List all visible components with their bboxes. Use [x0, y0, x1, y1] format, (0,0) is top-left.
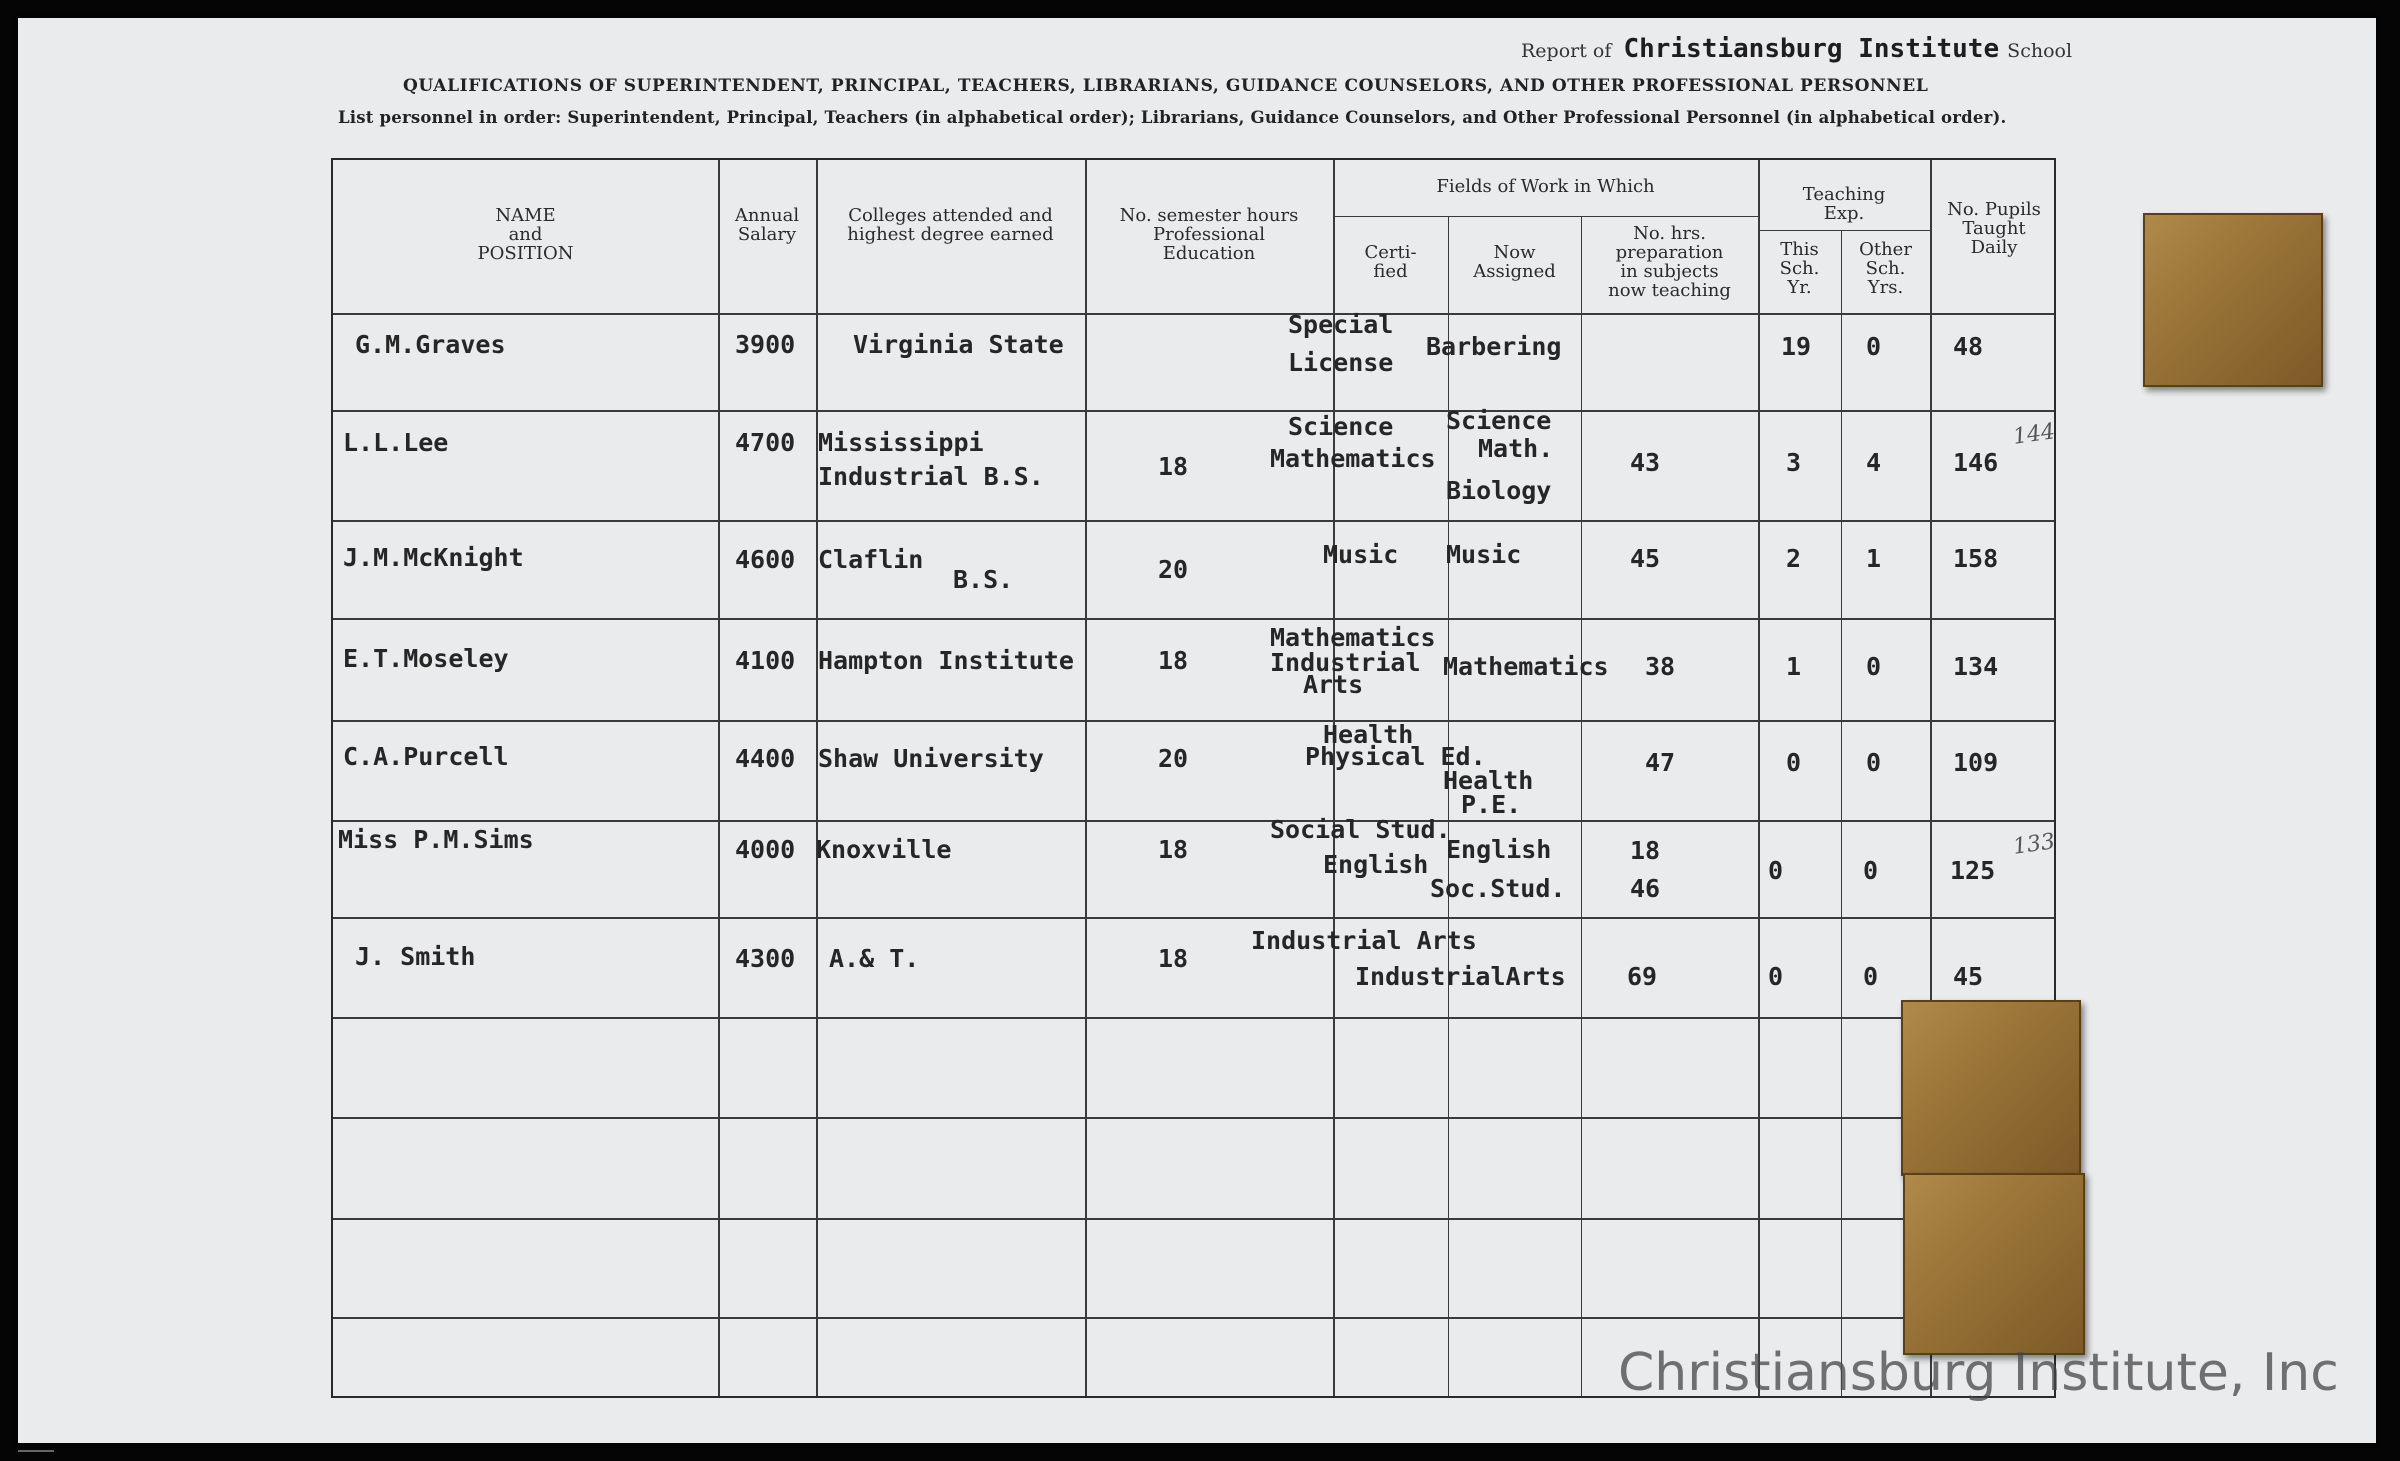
row-hours: 20: [1158, 744, 1189, 773]
row-pupils: 158: [1953, 544, 1999, 573]
row-college: Shaw University: [818, 744, 1044, 773]
row-certified: Mathematics: [1270, 623, 1436, 652]
row-certified: Social Stud.: [1270, 815, 1451, 844]
header-fields-group: Fields of Work in Which: [1436, 176, 1655, 197]
row-this-year: 3: [1786, 448, 1802, 477]
header-line: Assigned: [1473, 261, 1556, 282]
header-pupils: [1930, 200, 2058, 257]
row-other-years: 0: [1866, 748, 1882, 777]
row-certified: Mathematics: [1270, 444, 1436, 473]
paperweight: [2143, 213, 2323, 387]
row-certified: Science: [1288, 412, 1394, 441]
row-divider: [333, 520, 2054, 522]
row-certified: English: [1323, 850, 1429, 879]
row-pupils: 45: [1953, 962, 1984, 991]
row-college-line2: Industrial B.S.: [818, 462, 1044, 491]
row-divider: [333, 917, 2054, 919]
header-line: now teaching: [1608, 280, 1731, 301]
row-hours: 18: [1158, 835, 1189, 864]
row-certified: Industrial: [1270, 648, 1421, 677]
row-assigned: Soc.Stud.: [1430, 874, 1566, 903]
row-prep: 18: [1630, 836, 1661, 865]
row-college: A.& T.: [829, 944, 920, 973]
row-divider: [333, 618, 2054, 620]
row-this-year: 0: [1768, 962, 1784, 991]
col-divider: [816, 160, 818, 1396]
row-pupils: 134: [1953, 652, 1999, 681]
row-pupils: 146: [1953, 448, 1999, 477]
header-line: Annual: [734, 205, 800, 226]
handwritten-note: 144: [2011, 419, 2057, 450]
row-divider: [333, 720, 2054, 722]
header-name: [333, 206, 718, 263]
row-hours: 18: [1158, 646, 1189, 675]
row-college: Hampton Institute: [818, 646, 1074, 675]
row-prep: 45: [1630, 544, 1661, 573]
header-line: highest degree earned: [847, 224, 1054, 245]
row-divider: [333, 1017, 2054, 1019]
row-certified: License: [1288, 348, 1394, 377]
row-college-line2: B.S.: [953, 565, 1014, 594]
row-prep: 47: [1645, 748, 1676, 777]
row-this-year: 2: [1786, 544, 1802, 573]
header-line: Sch.: [1865, 258, 1906, 279]
school-word: School: [2007, 40, 2073, 62]
row-salary: 4600: [735, 545, 796, 574]
header-line: No. Pupils: [1947, 199, 2041, 220]
row-college: Knoxville: [816, 835, 952, 864]
form-title: QUALIFICATIONS OF SUPERINTENDENT, PRINCIPAL, TEACHERS, LIBRARIANS, GUIDANCE COUNSELORS, AND OTHER PROFESSIONAL PERSONNEL: [403, 76, 1929, 96]
header-line: No. semester hours: [1119, 205, 1299, 226]
header-line: Yrs.: [1867, 277, 1904, 298]
header-line: Exp.: [1823, 203, 1865, 224]
row-assigned: Barbering: [1426, 332, 1562, 361]
row-salary: 4000: [735, 835, 796, 864]
row-this-year: 0: [1768, 856, 1784, 885]
row-salary: 4400: [735, 744, 796, 773]
header-divider: [1760, 230, 1930, 231]
row-hours: 18: [1158, 944, 1189, 973]
header-line: Professional: [1152, 224, 1266, 245]
header-line: Other: [1859, 239, 1912, 260]
row-college: Mississippi: [818, 428, 984, 457]
row-name: J.M.McKnight: [343, 543, 524, 572]
row-name: L.L.Lee: [343, 428, 449, 457]
header-line: Yr.: [1787, 277, 1812, 298]
header-line: Certi-: [1364, 242, 1417, 263]
header-line: Salary: [737, 224, 797, 245]
header-prep: [1581, 224, 1758, 300]
row-divider: [333, 313, 2054, 315]
header-line: preparation: [1615, 242, 1724, 263]
row-college: Claflin: [818, 545, 924, 574]
row-other-years: 0: [1866, 652, 1882, 681]
row-assigned: Health: [1443, 766, 1534, 795]
col-divider: [718, 160, 720, 1396]
row-other-years: 1: [1866, 544, 1882, 573]
school-name: Christiansburg Institute: [1623, 34, 2000, 64]
paperweight: [1901, 1000, 2081, 1176]
row-other-years: 0: [1863, 856, 1879, 885]
row-prep: 43: [1630, 448, 1661, 477]
row-prep: 46: [1630, 874, 1661, 903]
row-this-year: 0: [1786, 748, 1802, 777]
row-assigned: IndustrialArts: [1355, 962, 1566, 991]
header-divider: [1335, 216, 1758, 217]
row-assigned: Math.: [1478, 434, 1554, 463]
header-teaching-exp: [1758, 185, 1930, 223]
header-line: No. hrs.: [1633, 223, 1706, 244]
header-line: Education: [1162, 243, 1256, 264]
row-pupils: 48: [1953, 332, 1984, 361]
row-salary: 4700: [735, 428, 796, 457]
report-of-line: [1521, 34, 2072, 64]
header-assigned: [1448, 243, 1581, 281]
header-line: Colleges attended and: [848, 205, 1053, 226]
row-other-years: 4: [1866, 448, 1882, 477]
header-line: Daily: [1970, 237, 2018, 258]
report-label: Report of: [1521, 40, 1612, 62]
watermark: Christiansburg Institute, Inc: [1618, 1343, 2339, 1403]
row-divider: [333, 1218, 2054, 1220]
paperweight: [1903, 1173, 2085, 1355]
header-line: POSITION: [477, 243, 574, 264]
header-other-years: [1841, 240, 1930, 297]
header-certified: [1333, 243, 1448, 281]
document-page: [18, 18, 2376, 1443]
col-divider: [1758, 160, 1760, 1396]
handwritten-note: 133: [2011, 829, 2057, 860]
col-divider: [1085, 160, 1087, 1396]
row-name: E.T.Moseley: [343, 644, 509, 673]
row-divider: [333, 820, 2054, 822]
header-line: Sch.: [1779, 258, 1820, 279]
header-this-year: [1758, 240, 1841, 297]
row-assigned: P.E.: [1461, 790, 1522, 819]
row-name: G.M.Graves: [355, 330, 506, 359]
row-certified: Health: [1323, 720, 1414, 749]
header-line: This: [1780, 239, 1819, 260]
row-prep: 69: [1627, 962, 1658, 991]
form-instructions: List personnel in order: Superintendent, Principal, Teachers (in alphabetical order); Librarians, Guidance Counselors, and Other Professional Personnel (in alphabetical order).: [338, 108, 2007, 127]
header-line: and: [508, 224, 543, 245]
header-line: Teaching: [1802, 184, 1886, 205]
row-certified: Industrial Arts: [1251, 926, 1477, 955]
row-assigned: Science: [1446, 406, 1552, 435]
row-divider: [333, 1317, 2054, 1319]
row-hours: 18: [1158, 452, 1189, 481]
header-line: NAME: [495, 205, 556, 226]
row-college: Virginia State: [853, 330, 1064, 359]
row-prep: 38: [1645, 652, 1676, 681]
row-salary: 3900: [735, 330, 796, 359]
row-salary: 4100: [735, 646, 796, 675]
header-hours: [1085, 206, 1333, 263]
row-this-year: 19: [1781, 332, 1812, 361]
row-salary: 4300: [735, 944, 796, 973]
row-certified: Music: [1323, 540, 1399, 569]
row-other-years: 0: [1863, 962, 1879, 991]
header-salary: [718, 206, 816, 244]
col-divider: [1333, 160, 1335, 1396]
row-pupils: 125: [1950, 856, 1996, 885]
header-line: in subjects: [1620, 261, 1719, 282]
row-assigned: English: [1446, 835, 1552, 864]
row-certified: Physical Ed.: [1305, 742, 1486, 771]
row-certified: Arts: [1303, 670, 1364, 699]
row-assigned: Music: [1446, 540, 1522, 569]
row-name: J. Smith: [355, 942, 476, 971]
row-divider: [333, 410, 2054, 412]
row-name: Miss P.M.Sims: [338, 825, 534, 854]
row-assigned: Mathematics: [1443, 652, 1609, 681]
personnel-table: [331, 158, 2056, 1398]
row-this-year: 1: [1786, 652, 1802, 681]
header-line: Taught: [1962, 218, 2026, 239]
row-divider: [333, 1117, 2054, 1119]
edge-mark: [18, 1450, 54, 1452]
header-colleges: [816, 206, 1085, 244]
col-divider: [1841, 230, 1842, 1396]
header-line: Now: [1493, 242, 1536, 263]
row-name: C.A.Purcell: [343, 742, 509, 771]
header-line: fied: [1373, 261, 1408, 282]
row-certified: Special: [1288, 310, 1394, 339]
row-assigned: Biology: [1446, 476, 1552, 505]
row-hours: 20: [1158, 555, 1189, 584]
row-pupils: 109: [1953, 748, 1999, 777]
row-other-years: 0: [1866, 332, 1882, 361]
